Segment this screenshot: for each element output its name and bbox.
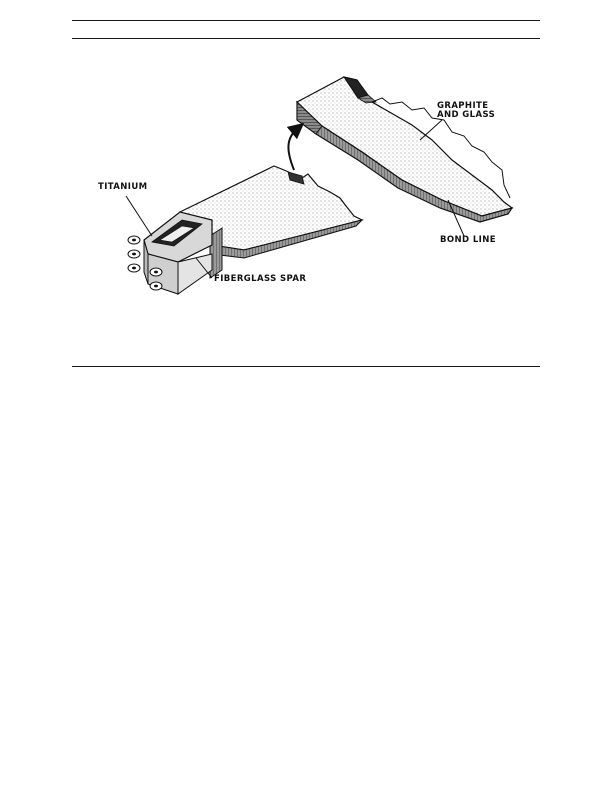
bond-line-label: BOND LINE [440,235,496,245]
titanium-label: TITANIUM [98,182,148,192]
graphite-label-line-1: GRAPHITE [437,101,489,111]
header-rule-bottom [72,38,540,39]
graphite-and-glass-label [437,102,495,120]
figure-bottom-rule [72,366,540,367]
graphite-label-line-2: AND GLASS [437,110,496,120]
titanium-leader [126,196,152,236]
graphite-leader [420,120,442,140]
blade-illustration [72,40,540,362]
blade-section-figure [72,40,540,362]
header-rule-top [72,20,540,21]
detail-arrow [288,128,298,170]
fiberglass-spar-label: FIBERGLASS SPAR [214,274,307,284]
